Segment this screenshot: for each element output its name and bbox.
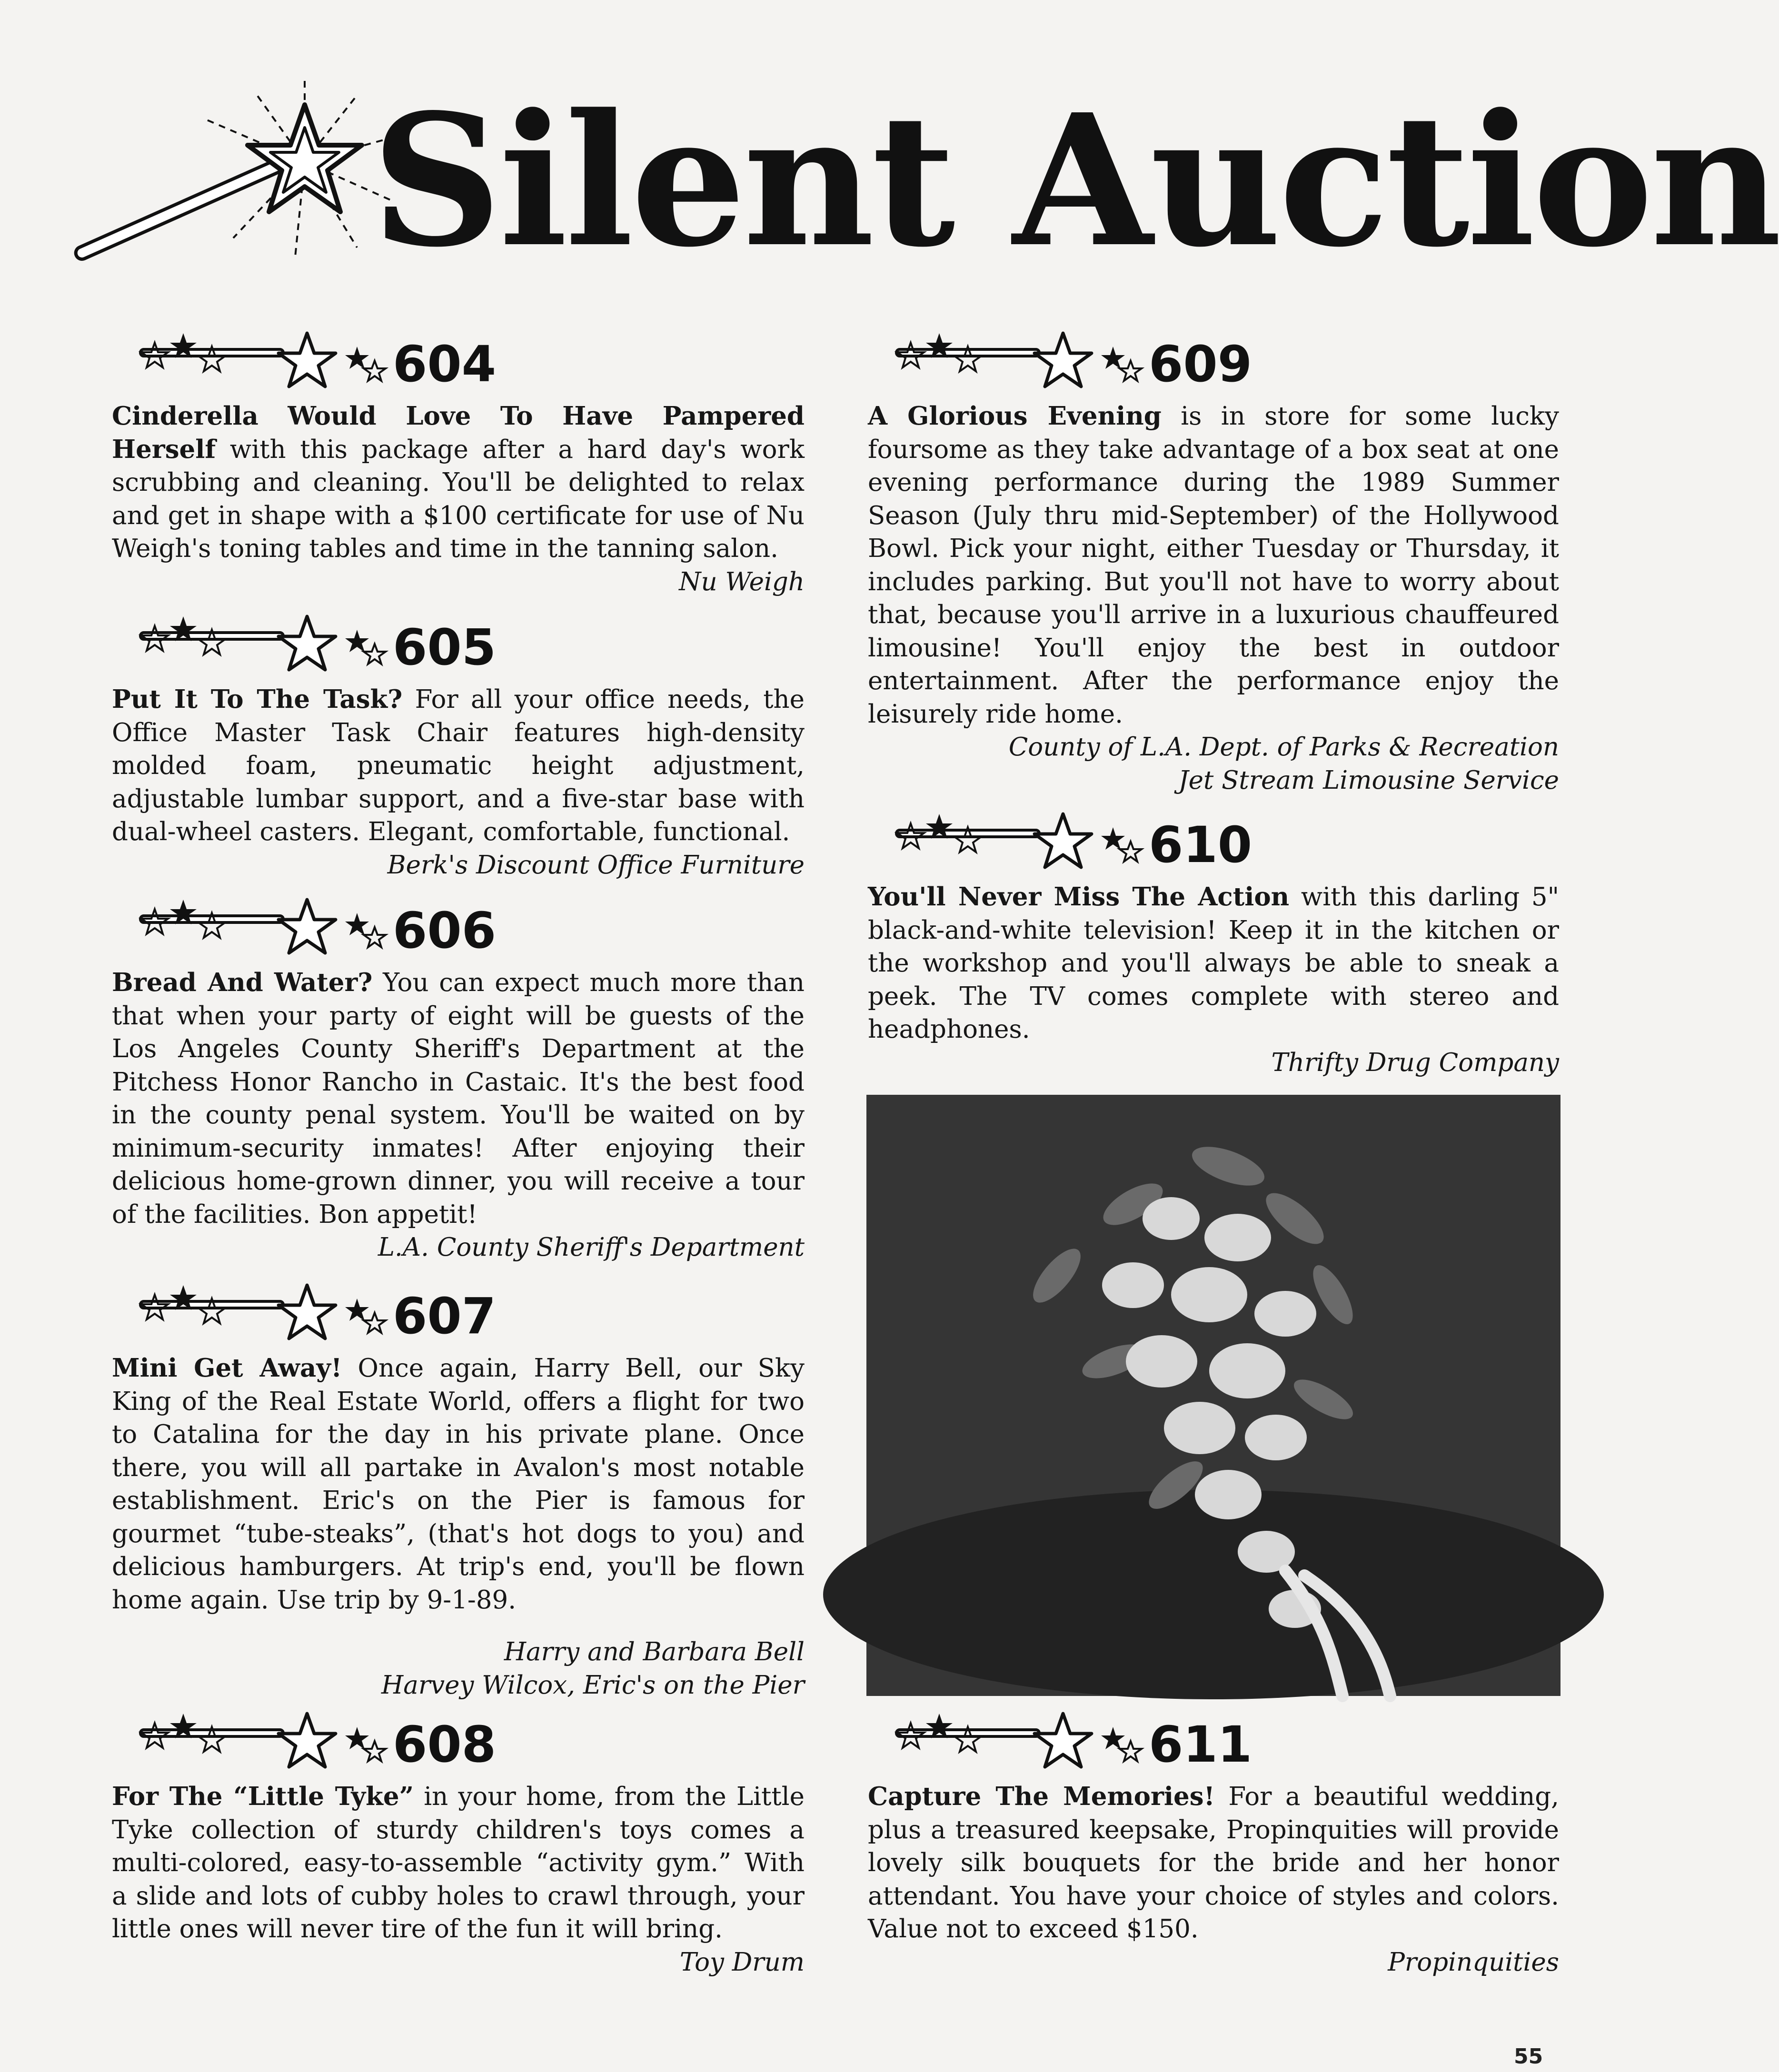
lot-header bbox=[112, 900, 805, 966]
auction-item bbox=[112, 1714, 805, 1979]
stars-icon bbox=[140, 1285, 231, 1328]
item-lead: Put It To The Task? bbox=[112, 684, 403, 714]
auction-item bbox=[112, 616, 805, 882]
item-lead: For The “Little Tyke” bbox=[112, 1782, 414, 1811]
lot-number: 609 bbox=[1149, 335, 1252, 393]
item-lead: You'll Never Miss The Action bbox=[868, 882, 1290, 912]
auction-item bbox=[112, 1285, 805, 1702]
stars-icon bbox=[896, 1714, 987, 1756]
auction-item bbox=[112, 900, 805, 1264]
item-description bbox=[112, 400, 805, 565]
lot-number: 608 bbox=[393, 1715, 497, 1774]
item-donor: Jet Stream Limousine Service bbox=[1178, 766, 1559, 795]
lot-header bbox=[112, 333, 805, 400]
stars-icon bbox=[140, 1714, 231, 1756]
item-text: is in store for some lucky foursome as they take advantage of a box seat at one evening performance during the 1989 Summer Season (July thru mid-September) of the Hollywood Bowl. Pick your night, either Tuesday or Thursday, it includes parking. But you'll not have to worry about that, because you'll arrive in a luxurious chauffeured limousine! You'll enjoy the best in outdoor entertainment. After the performance enjoy the leisurely ride home. bbox=[868, 402, 1559, 729]
item-text: Once again, Harry Bell, our Sky King of the Real Estate World, offers a flight for two to Catalina for the day in his private plane. Once there, you will all partake in Avalon's most notable establishment. Eric's on the Pier is famous for gourmet “tube-steaks”, (that's hot dogs to you) and delicious hamburgers. At trip's end, you'll be flown home again. Use trip by 9-1-89. bbox=[112, 1354, 805, 1615]
item-description bbox=[868, 400, 1559, 731]
item-description bbox=[112, 966, 805, 1231]
auction-item bbox=[868, 814, 1559, 1080]
stars-icon bbox=[140, 900, 231, 942]
item-description bbox=[112, 1780, 805, 1946]
lot-header bbox=[112, 1714, 805, 1780]
bouquet-photo bbox=[866, 1095, 1560, 1696]
item-donor: Propinquities bbox=[1388, 1947, 1559, 1977]
item-description bbox=[868, 881, 1559, 1046]
item-text: For all your office needs, the Office Master Task Chair features high-density molded foam, pneumatic height adjustment, adjustable lumbar support, and a five-star base with dual-wheel casters. Elegant, comfortable, functional. bbox=[112, 685, 805, 846]
item-donor: Harvey Wilcox, Eric's on the Pier bbox=[381, 1671, 805, 1700]
lot-number: 605 bbox=[393, 618, 497, 676]
lot-header bbox=[868, 333, 1559, 400]
stars-icon bbox=[140, 616, 231, 659]
lot-number: 610 bbox=[1149, 816, 1252, 874]
item-description bbox=[112, 1352, 805, 1616]
item-lead: Cinderella Would Love To Have Pampered Herself bbox=[112, 401, 805, 464]
lot-number: 606 bbox=[393, 902, 497, 960]
auction-item bbox=[868, 1714, 1559, 1979]
page-number: 55 bbox=[1514, 2044, 1543, 2069]
lot-header bbox=[112, 1285, 805, 1352]
item-text: with this package after a hard day's work scrubbing and cleaning. You'll be delighted to relax and get in shape with a $100 certificate for use of Nu Weigh's toning tables and time in the tanning salon. bbox=[112, 435, 805, 563]
item-text: with this darling 5" black-and-white television! Keep it in the kitchen or the workshop and you'll always be able to sneak a peek. The TV comes complete with stereo and headphones. bbox=[868, 882, 1559, 1044]
item-donor: L.A. County Sheriff's Department bbox=[378, 1233, 805, 1262]
item-text: in your home, from the Little Tyke collection of sturdy children's toys comes a multi-colored, easy-to-assemble “activity gym.” With a slide and lots of cubby holes to crawl through, your little ones will never tire of the fun it will bring. bbox=[112, 1782, 805, 1943]
item-text: You can expect much more than that when your party of eight will be guests of the Los Angeles County Sheriff's Department at the Pitchess Honor Rancho in Castaic. It's the best food in the county penal system. You'll be waited on by minimum-security inmates! After enjoying their delicious home-grown dinner, you will receive a tour of the facilities. Bon appetit! bbox=[112, 968, 805, 1229]
auction-item bbox=[112, 333, 805, 599]
item-description bbox=[868, 1780, 1559, 1946]
item-description bbox=[112, 683, 805, 849]
item-lead: Mini Get Away! bbox=[112, 1353, 342, 1383]
item-text: For a beautiful wedding, plus a treasured keepsake, Propinquities will provide lovely silk bouquets for the bride and her honor attendant. You have your choice of styles and colors. Value not to exceed $150. bbox=[868, 1782, 1559, 1943]
lot-number: 604 bbox=[393, 335, 497, 393]
item-donor: Toy Drum bbox=[679, 1947, 805, 1977]
item-donor: Harry and Barbara Bell bbox=[504, 1637, 805, 1666]
stars-icon bbox=[896, 814, 987, 857]
item-donor: Nu Weigh bbox=[679, 567, 805, 596]
lot-header bbox=[868, 814, 1559, 881]
lot-number: 611 bbox=[1149, 1715, 1252, 1774]
item-lead: A Glorious Evening bbox=[868, 401, 1162, 431]
item-lead: Bread And Water? bbox=[112, 968, 373, 997]
lot-header bbox=[868, 1714, 1559, 1780]
stars-icon bbox=[140, 333, 231, 376]
auction-item bbox=[868, 333, 1559, 797]
stars-icon bbox=[896, 333, 987, 376]
page-title: Silent Auction bbox=[371, 74, 1779, 287]
magic-wand-icon bbox=[76, 67, 419, 305]
item-donor: Thrifty Drug Company bbox=[1271, 1048, 1559, 1077]
lot-number: 607 bbox=[393, 1287, 497, 1345]
item-donor: Berk's Discount Office Furniture bbox=[387, 850, 805, 880]
page-header bbox=[76, 67, 1779, 305]
lot-header bbox=[112, 616, 805, 683]
item-lead: Capture The Memories! bbox=[868, 1782, 1215, 1811]
item-donor: County of L.A. Dept. of Parks & Recreation bbox=[1008, 733, 1559, 762]
